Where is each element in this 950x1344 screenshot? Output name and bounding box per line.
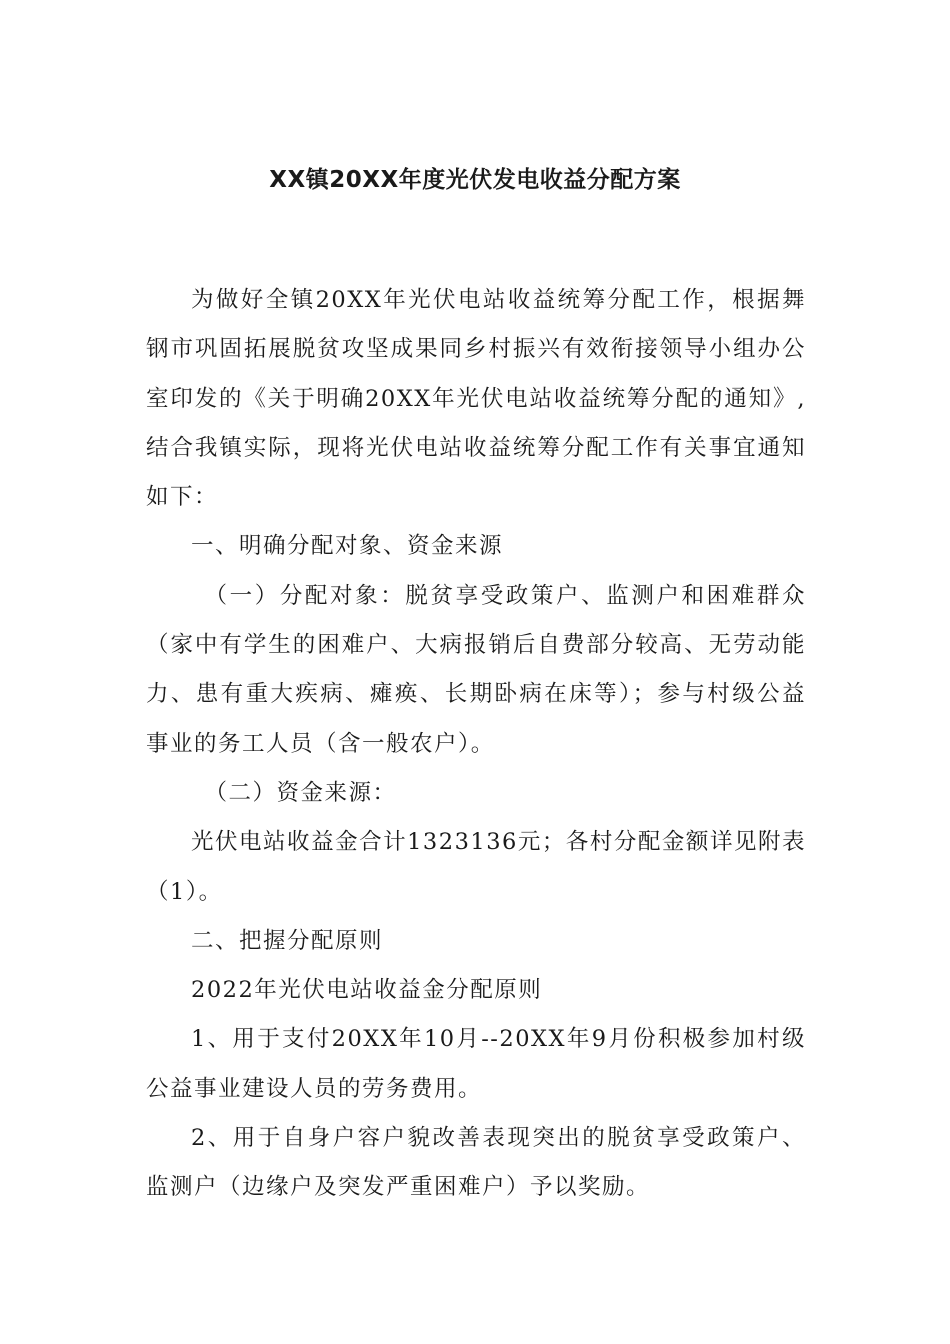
principle-item-1: 1、用于支付20XX年10月--20XX年9月份积极参加村级公益事业建设人员的劳务费用。	[146, 1026, 806, 1102]
section-heading-2: 二、把握分配原则	[191, 927, 384, 954]
fund-source-paragraph: 光伏电站收益金合计1323136元；各村分配金额详见附表（1）。	[146, 829, 806, 905]
distribution-targets-paragraph: （一）分配对象：脱贫享受政策户、监测户和困难群众（家中有学生的困难户、大病报销后自费部分较高、无劳动能力、患有重大疾病、瘫痪、长期卧病在床等）；参与村级公益事业的务工人员（含一般农户）。	[146, 582, 806, 757]
section-heading-1: 一、明确分配对象、资金来源	[191, 533, 504, 560]
document-body	[146, 276, 806, 1213]
principle-heading: 2022年光伏电站收益金分配原则	[191, 977, 543, 1004]
document-title: XX镇20XX年度光伏发电收益分配方案	[269, 167, 681, 193]
principle-item-2: 2、用于自身户容户貌改善表现突出的脱贫享受政策户、监测户（边缘户及突发严重困难户）予以奖励。	[146, 1125, 806, 1201]
intro-paragraph: 为做好全镇20XX年光伏电站收益统筹分配工作，根据舞钢市巩固拓展脱贫攻坚成果同乡村振兴有效衔接领导小组办公室印发的《关于明确20XX年光伏电站收益统筹分配的通知》,结合我镇实际，现将光伏电站收益统筹分配工作有关事宜通知如下：	[146, 287, 806, 511]
fund-source-heading: （二）资金来源：	[204, 779, 397, 806]
